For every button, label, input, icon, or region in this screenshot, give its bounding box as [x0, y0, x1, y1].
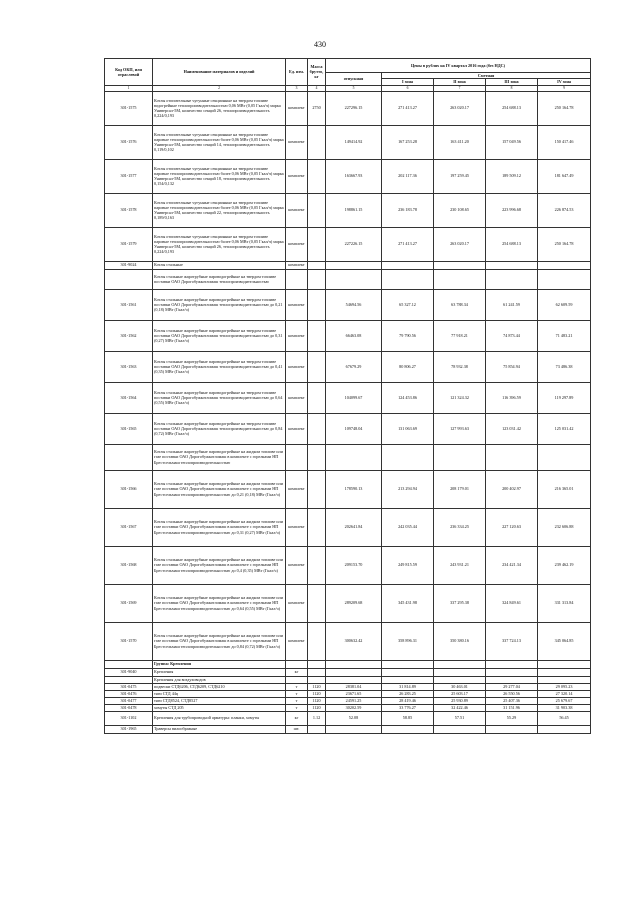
header-code: Код ОКП, или отраслевой: [105, 59, 153, 86]
row-wholesale-price: 227296.15: [326, 91, 382, 125]
row-code: 301-0475: [105, 683, 153, 690]
row-zone-2-price: 57.51: [434, 711, 486, 725]
row-mass: [308, 470, 326, 508]
row-unit: комплект: [286, 261, 308, 269]
row-name: Котлы отопительные чугунные секционные на твердом топливе паровые теплопроизводительностью более 0,06 МВт (0,05 Гкал/ч) марка Универсал-5М, количество секций 18, теплопроизводительность 0,154/0,132: [153, 159, 286, 193]
table-row: [105, 622, 591, 660]
row-zone-2-price: 236 334.25: [434, 508, 486, 546]
row-wholesale-price: 66463.08: [326, 320, 382, 351]
row-zone-3-price: 123 031.42: [486, 413, 538, 444]
row-zone-4-price: 216 365.01: [538, 470, 591, 508]
row-zone-1-price: [382, 725, 434, 733]
column-number: 3: [286, 85, 308, 91]
page-number: 430: [314, 40, 326, 49]
row-zone-3-price: 234 421.34: [486, 546, 538, 584]
row-wholesale-price: 227226.15: [326, 227, 382, 261]
table-row: [105, 125, 591, 159]
row-zone-1-price: 236 183.78: [382, 193, 434, 227]
row-name: Котлы стальные жаротрубные пароводогрейные на твердом топливе поставки ОАО Дорогобужкотломаш теплопроизводительностью до 0,21 (0,18) МВт (Гкал/ч): [153, 289, 286, 320]
row-name: Котлы стальные жаротрубные пароводогрейные на жидком топливе или газе поставки ОАО Дорогобужкотломаш в комплекте с горелками НП Брестсельмаш теплопроизводительностью до 0,64 (0,55) МВт (Гкал/ч): [153, 584, 286, 622]
row-mass: [308, 193, 326, 227]
row-code: 301-1563: [105, 351, 153, 382]
row-zone-4-price: [538, 668, 591, 676]
row-zone-1-price: 167 253.28: [382, 125, 434, 159]
row-zone-3-price: 227 120.63: [486, 508, 538, 546]
row-zone-1-price: [382, 444, 434, 470]
row-code: [105, 660, 153, 668]
column-number: 6: [382, 85, 434, 91]
row-name: Группа: Крепления: [153, 660, 286, 668]
row-zone-3-price: 29 277.04: [486, 683, 538, 690]
row-mass: 1120: [308, 704, 326, 711]
column-number: 8: [486, 85, 538, 91]
row-zone-4-price: 345 064.85: [538, 622, 591, 660]
row-zone-1-price: 242 035.44: [382, 508, 434, 546]
row-code: 301-1570: [105, 622, 153, 660]
row-zone-3-price: 25 407.36: [486, 697, 538, 704]
row-wholesale-price: 24591.25: [326, 697, 382, 704]
column-number: 7: [434, 85, 486, 91]
table-row: [105, 351, 591, 382]
row-unit: комплект: [286, 382, 308, 413]
row-mass: [308, 289, 326, 320]
row-zone-4-price: 250 164.78: [538, 91, 591, 125]
row-zone-3-price: 74 873.44: [486, 320, 538, 351]
row-zone-1-price: 271 413.27: [382, 91, 434, 125]
row-code: 301-1569: [105, 584, 153, 622]
row-unit: комплект: [286, 289, 308, 320]
row-wholesale-price: 149414.92: [326, 125, 382, 159]
header-wholesale: отпускная: [326, 73, 382, 86]
row-zone-1-price: 65 327.12: [382, 289, 434, 320]
table-row: [105, 546, 591, 584]
table-row: [105, 261, 591, 269]
row-wholesale-price: [326, 725, 382, 733]
row-zone-4-price: 150 417.46: [538, 125, 591, 159]
row-zone-2-price: 208 179.01: [434, 470, 486, 508]
row-unit: комплект: [286, 125, 308, 159]
row-zone-4-price: [538, 660, 591, 668]
row-code: 301-1566: [105, 470, 153, 508]
row-code: 301-1562: [105, 320, 153, 351]
row-zone-4-price: 31 903.38: [538, 704, 591, 711]
row-mass: [308, 660, 326, 668]
row-unit: комплект: [286, 413, 308, 444]
row-mass: [308, 508, 326, 546]
table-row: [105, 697, 591, 704]
row-zone-4-price: [538, 725, 591, 733]
row-zone-4-price: 226 874.53: [538, 193, 591, 227]
row-zone-3-price: [486, 676, 538, 683]
row-zone-3-price: 337 724.13: [486, 622, 538, 660]
row-zone-4-price: 71 483.21: [538, 320, 591, 351]
row-zone-4-price: 181 647.49: [538, 159, 591, 193]
row-wholesale-price: 163667.93: [326, 159, 382, 193]
row-zone-3-price: 61 241.59: [486, 289, 538, 320]
row-zone-2-price: [434, 725, 486, 733]
row-zone-1-price: 202 117.36: [382, 159, 434, 193]
header-zone-2: II зона: [434, 79, 486, 85]
row-zone-2-price: 243 931.21: [434, 546, 486, 584]
row-name: Котлы стальные жаротрубные пароводогрейные на жидком топливе или газе поставки ОАО Дорогобужкотломаш в комплекте с горелками НП Брестсельмаш теплопроизводительностью до 0,4 (0,35) МВт (Гкал/ч): [153, 546, 286, 584]
row-name: Котлы стальные жаротрубные пароводогрейные на жидком топливе или газе поставки ОАО Дорогобужкотломаш в комплекте с горелками НП Брестсельмаш теплопроизводительностью до 0,84 (0,72) МВт (Гкал/ч): [153, 622, 286, 660]
row-zone-2-price: 197 259.45: [434, 159, 486, 193]
row-wholesale-price: 104099.67: [326, 382, 382, 413]
row-zone-4-price: 119 297.89: [538, 382, 591, 413]
row-zone-3-price: [486, 668, 538, 676]
row-zone-3-price: 26 550.56: [486, 690, 538, 697]
row-name: Котлы стальные жаротрубные пароводогрейные на жидком топливе или газе поставки ОАО Дорогобужкотломаш в комплекте с горелками НП Брестсельмаш теплопроизводительностью до 0,31 (0,27) МВт (Гкал/ч): [153, 508, 286, 546]
row-zone-2-price: 30 463.01: [434, 683, 486, 690]
row-unit: комплект: [286, 159, 308, 193]
header-zone-3: III зона: [486, 79, 538, 85]
row-zone-2-price: 32 422.46: [434, 704, 486, 711]
row-zone-2-price: 25 603.17: [434, 690, 486, 697]
row-wholesale-price: 23671.65: [326, 690, 382, 697]
row-unit: т: [286, 683, 308, 690]
row-code: 301-9024: [105, 261, 153, 269]
header-estimate: Сметная: [382, 73, 591, 79]
row-code: 301-1568: [105, 546, 153, 584]
row-mass: [308, 269, 326, 289]
row-code: 301-0478: [105, 704, 153, 711]
row-zone-1-price: 33 776.27: [382, 704, 434, 711]
row-wholesale-price: 30202.59: [326, 704, 382, 711]
row-unit: комплект: [286, 622, 308, 660]
row-name: Крепления для трубопроводной арматуры: планки, хомуты: [153, 711, 286, 725]
row-zone-2-price: 127 993.63: [434, 413, 486, 444]
row-mass: [308, 444, 326, 470]
row-zone-4-price: 56.45: [538, 711, 591, 725]
row-code: 301-1576: [105, 125, 153, 159]
row-name: Котлы отопительные чугунные секционные на твердом топливе паровые теплопроизводительностью более 0,06 МВт (0,05 Гкал/ч) марка Универсал-5М, количество секций 26, теплопроизводительность 0,224/0,193: [153, 227, 286, 261]
row-unit: шт.: [286, 725, 308, 733]
table-row: [105, 159, 591, 193]
column-number: 5: [326, 85, 382, 91]
row-zone-4-price: 250 164.78: [538, 227, 591, 261]
row-zone-2-price: [434, 269, 486, 289]
header-price-group: Цены в рублях на IV квартал 2016 года (без НДС): [326, 59, 591, 73]
row-code: 301-1578: [105, 193, 153, 227]
row-wholesale-price: 67679.29: [326, 351, 382, 382]
row-zone-2-price: 263 020.17: [434, 227, 486, 261]
row-zone-1-price: 28 419.46: [382, 697, 434, 704]
row-name: Траверсы вилообразные: [153, 725, 286, 733]
row-zone-3-price: 254 688.13: [486, 91, 538, 125]
row-code: 301-1564: [105, 382, 153, 413]
row-mass: [308, 320, 326, 351]
row-wholesale-price: [326, 261, 382, 269]
row-unit: [286, 444, 308, 470]
row-zone-1-price: 26 283.25: [382, 690, 434, 697]
row-zone-3-price: 31 151.96: [486, 704, 538, 711]
row-wholesale-price: 178590.13: [326, 470, 382, 508]
row-zone-4-price: 331 313.84: [538, 584, 591, 622]
row-wholesale-price: 28381.04: [326, 683, 382, 690]
header-zone-1: I зона: [382, 79, 434, 85]
row-zone-3-price: 254 688.13: [486, 227, 538, 261]
row-name: Котлы отопительные чугунные секционные на твердом топливе водогрейные теплопроизводительностью 0,06 МВт (0,05 Гкал/ч) марка Универсал-5М, количество секций 26, теплопроизводительность 0,224/0,193: [153, 91, 286, 125]
row-name: Котлы отопительные чугунные секционные на твердом топливе паровые теплопроизводительностью более 0,06 МВт (0,05 Гкал/ч) марка Универсал-5М, количество секций 22, теплопроизводительность 0,189/0,163: [153, 193, 286, 227]
row-zone-1-price: 213 294.94: [382, 470, 434, 508]
row-mass: [308, 125, 326, 159]
row-zone-1-price: 58.85: [382, 711, 434, 725]
row-wholesale-price: 202641.84: [326, 508, 382, 546]
row-mass: 1120: [308, 690, 326, 697]
row-name: Котлы отопительные чугунные секционные на твердом топливе паровые теплопроизводительностью более 0,06 МВт (0,05 Гкал/ч) марка Универсал-5М, количество секций 14, теплопроизводительность 0,119/0,102: [153, 125, 286, 159]
row-zone-3-price: 200 402.97: [486, 470, 538, 508]
row-name: Котлы стальные жаротрубные пароводогрейные на твердом топливе поставки ОАО Дорогобужкотломаш теплопроизводительностью до 0,64 (0,55) МВт (Гкал/ч): [153, 382, 286, 413]
row-code: 301-1577: [105, 159, 153, 193]
row-zone-1-price: 124 453.86: [382, 382, 434, 413]
row-zone-2-price: [434, 676, 486, 683]
row-code: 301-1567: [105, 508, 153, 546]
row-mass: [308, 584, 326, 622]
row-zone-3-price: [486, 444, 538, 470]
row-code: 301-1965: [105, 725, 153, 733]
row-unit: кг: [286, 711, 308, 725]
row-zone-3-price: 189 509.12: [486, 159, 538, 193]
header-mass: Масса брутто, кг: [308, 59, 326, 86]
row-zone-4-price: [538, 261, 591, 269]
table-row: [105, 470, 591, 508]
row-mass: [308, 622, 326, 660]
table-row: [105, 289, 591, 320]
row-zone-2-price: 263 020.17: [434, 91, 486, 125]
row-unit: комплект: [286, 546, 308, 584]
column-number: 9: [538, 85, 591, 91]
row-code: 301-0477: [105, 697, 153, 704]
table-row: [105, 668, 591, 676]
row-mass: 2750: [308, 91, 326, 125]
row-zone-1-price: 79 790.56: [382, 320, 434, 351]
row-unit: комплект: [286, 320, 308, 351]
row-unit: т: [286, 690, 308, 697]
column-number: 2: [153, 85, 286, 91]
column-number: 1: [105, 85, 153, 91]
row-zone-3-price: 157 049.56: [486, 125, 538, 159]
row-code: [105, 269, 153, 289]
row-wholesale-price: 52.08: [326, 711, 382, 725]
row-name: подвески СТД6206, СТД6209, СТД6210: [153, 683, 286, 690]
row-name: Котлы стальные жаротрубные пароводогрейные на твердом топливе поставки ОАО Дорогобужкотломаш теплопроизводительностью до 0,84 (0,72) МВт (Гкал/ч): [153, 413, 286, 444]
header-name: Наименование материалов и изделий: [153, 59, 286, 86]
row-wholesale-price: [326, 660, 382, 668]
row-code: 301-0476: [105, 690, 153, 697]
row-zone-2-price: [434, 261, 486, 269]
row-zone-4-price: 29 095.23: [538, 683, 591, 690]
row-zone-2-price: 163 411.20: [434, 125, 486, 159]
row-unit: комплект: [286, 351, 308, 382]
row-unit: комплект: [286, 584, 308, 622]
row-zone-2-price: 77 918.21: [434, 320, 486, 351]
row-wholesale-price: 198861.15: [326, 193, 382, 227]
row-mass: [308, 413, 326, 444]
row-mass: [308, 261, 326, 269]
row-wholesale-price: [326, 668, 382, 676]
table-body: [105, 91, 591, 733]
row-zone-2-price: 337 295.38: [434, 584, 486, 622]
row-unit: [286, 660, 308, 668]
row-mass: [308, 725, 326, 733]
row-zone-2-price: 78 932.38: [434, 351, 486, 382]
row-zone-3-price: [486, 269, 538, 289]
row-name: тяги СТД8524, СТД8527: [153, 697, 286, 704]
table-row: [105, 584, 591, 622]
row-name: Котлы стальные жаротрубные пароводогрейные на твердом топливе поставки ОАО Дорогобужкотломаш теплопроизводительностью: [153, 269, 286, 289]
row-zone-4-price: [538, 269, 591, 289]
row-zone-3-price: [486, 725, 538, 733]
row-mass: [308, 159, 326, 193]
row-name: Котлы стальные жаротрубные пароводогрейные на твердом топливе поставки ОАО Дорогобужкотломаш теплопроизводительностью до 0,41 (0,35) МВт (Гкал/ч): [153, 351, 286, 382]
header-zone-4: IV зона: [538, 79, 591, 85]
row-mass: [308, 668, 326, 676]
table-row: [105, 413, 591, 444]
row-zone-4-price: 73 486.38: [538, 351, 591, 382]
row-unit: комплект: [286, 91, 308, 125]
row-code: 301-1575: [105, 91, 153, 125]
row-unit: т: [286, 704, 308, 711]
row-wholesale-price: [326, 444, 382, 470]
row-zone-4-price: 239 462.19: [538, 546, 591, 584]
row-name: Котлы стальные жаротрубные пароводогрейные на твердом топливе поставки ОАО Дорогобужкотломаш теплопроизводительностью до 0,31 (0,27) МВт (Гкал/ч): [153, 320, 286, 351]
row-zone-4-price: 62 609.59: [538, 289, 591, 320]
row-name: Котлы стальные жаротрубные пароводогрейные на жидком топливе или газе поставки ОАО Дорогобужкотломаш в комплекте с горелками НП Брестсельмаш теплопроизводительностью: [153, 444, 286, 470]
row-zone-1-price: [382, 261, 434, 269]
row-unit: комплект: [286, 470, 308, 508]
row-wholesale-price: 54694.56: [326, 289, 382, 320]
table-row: [105, 725, 591, 733]
column-number: 4: [308, 85, 326, 91]
table-row: [105, 91, 591, 125]
row-code: 301-1579: [105, 227, 153, 261]
row-zone-1-price: [382, 269, 434, 289]
row-code: 301-1102: [105, 711, 153, 725]
row-name: Котлы стальные: [153, 261, 286, 269]
row-zone-2-price: 25 930.89: [434, 697, 486, 704]
row-zone-2-price: [434, 660, 486, 668]
row-zone-4-price: 27 320.14: [538, 690, 591, 697]
row-zone-3-price: 75 854.94: [486, 351, 538, 382]
row-zone-1-price: 271 413.27: [382, 227, 434, 261]
row-code: 301-1561: [105, 289, 153, 320]
table-row: [105, 690, 591, 697]
row-wholesale-price: 289209.68: [326, 584, 382, 622]
row-code: 301-9040: [105, 668, 153, 676]
row-mass: 1120: [308, 697, 326, 704]
table-row: [105, 382, 591, 413]
table-row: [105, 683, 591, 690]
row-zone-1-price: [382, 660, 434, 668]
row-mass: 1.12: [308, 711, 326, 725]
row-name: Крепления для воздуховодов: [153, 676, 286, 683]
row-mass: [308, 351, 326, 382]
row-mass: 1120: [308, 683, 326, 690]
row-zone-1-price: 358 896.31: [382, 622, 434, 660]
table-row: [105, 193, 591, 227]
table-row: [105, 227, 591, 261]
row-zone-1-price: 80 806.27: [382, 351, 434, 382]
row-zone-4-price: 232 606.88: [538, 508, 591, 546]
row-name: Котлы стальные жаротрубные пароводогрейные на жидком топливе или газе поставки ОАО Дорогобужкотломаш в комплекте с горелками НП Брестсельмаш теплопроизводительностью до 0,21 (0,18) МВт (Гкал/ч): [153, 470, 286, 508]
row-zone-1-price: [382, 676, 434, 683]
row-zone-4-price: [538, 676, 591, 683]
row-zone-3-price: 324 849.61: [486, 584, 538, 622]
table-row: [105, 676, 591, 683]
row-mass: [308, 676, 326, 683]
row-mass: [308, 227, 326, 261]
row-zone-3-price: 116 396.59: [486, 382, 538, 413]
table-row: [105, 320, 591, 351]
row-zone-3-price: [486, 660, 538, 668]
row-zone-4-price: 125 031.42: [538, 413, 591, 444]
row-zone-2-price: 350 380.16: [434, 622, 486, 660]
row-zone-1-price: 131 063.69: [382, 413, 434, 444]
row-zone-2-price: 230 108.65: [434, 193, 486, 227]
table-row: [105, 660, 591, 668]
row-wholesale-price: 300632.42: [326, 622, 382, 660]
row-unit: кг: [286, 668, 308, 676]
row-zone-3-price: [486, 261, 538, 269]
row-unit: т: [286, 697, 308, 704]
table-row: [105, 711, 591, 725]
row-zone-2-price: 121 324.32: [434, 382, 486, 413]
row-zone-1-price: 345 431.98: [382, 584, 434, 622]
row-zone-1-price: [382, 668, 434, 676]
row-mass: [308, 382, 326, 413]
table-row: [105, 508, 591, 546]
row-zone-1-price: 249 815.59: [382, 546, 434, 584]
row-unit: [286, 676, 308, 683]
row-name: Крепления: [153, 668, 286, 676]
row-unit: комплект: [286, 193, 308, 227]
row-code: [105, 676, 153, 683]
row-wholesale-price: 209153.70: [326, 546, 382, 584]
row-wholesale-price: 109748.04: [326, 413, 382, 444]
price-table: [104, 58, 591, 734]
row-zone-3-price: 55.29: [486, 711, 538, 725]
row-wholesale-price: [326, 269, 382, 289]
table-row: [105, 704, 591, 711]
row-name: хомуты СТД 205: [153, 704, 286, 711]
row-zone-4-price: 25 679.67: [538, 697, 591, 704]
row-code: 301-1565: [105, 413, 153, 444]
row-wholesale-price: [326, 676, 382, 683]
table-row: [105, 444, 591, 470]
row-zone-2-price: [434, 444, 486, 470]
row-mass: [308, 546, 326, 584]
row-zone-3-price: 223 996.68: [486, 193, 538, 227]
row-name: тяги СТД 44ц: [153, 690, 286, 697]
row-zone-4-price: [538, 444, 591, 470]
row-unit: [286, 269, 308, 289]
row-unit: комплект: [286, 508, 308, 546]
row-code: [105, 444, 153, 470]
row-unit: комплект: [286, 227, 308, 261]
row-zone-2-price: 63 788.34: [434, 289, 486, 320]
row-zone-2-price: [434, 668, 486, 676]
header-unit: Ед. изм.: [286, 59, 308, 86]
table-row: [105, 269, 591, 289]
row-zone-1-price: 31 814.89: [382, 683, 434, 690]
table-header: [105, 59, 591, 92]
